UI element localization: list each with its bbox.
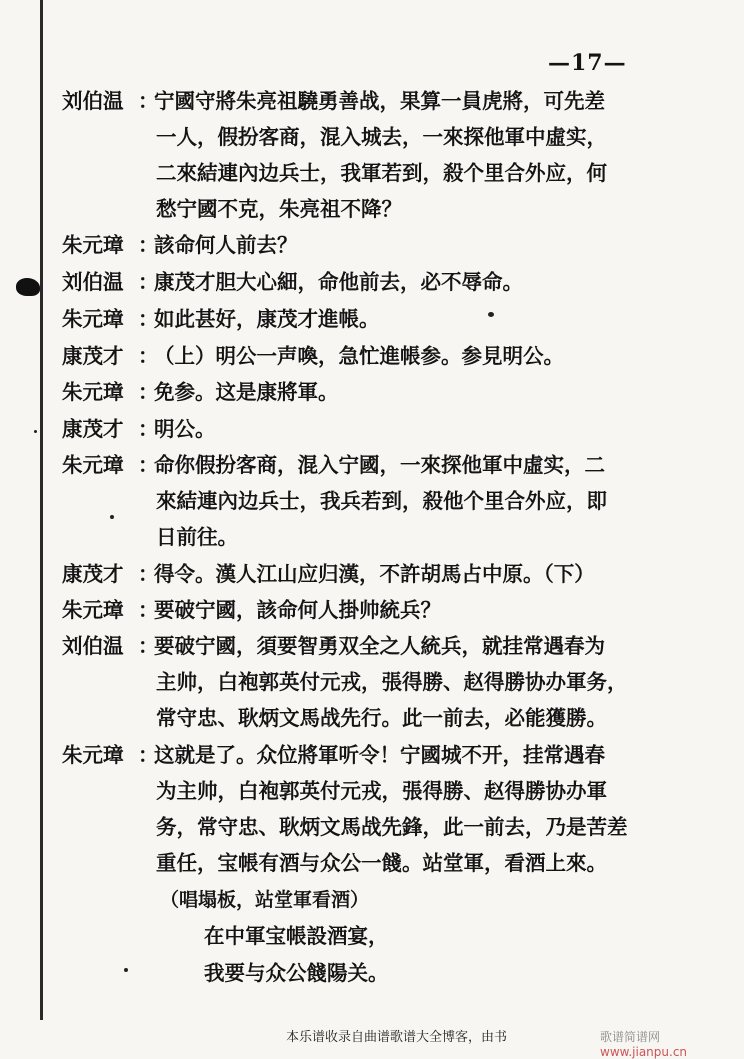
speaker-name: 朱元璋 <box>62 453 124 477</box>
dialogue-line <box>62 447 605 483</box>
dialogue-continuation: 常守忠、耿炳文馬战先行。此一前去，必能獲勝。 <box>156 706 607 730</box>
dialogue-text: 該命何人前去？ <box>154 233 298 257</box>
speaker-colon: ： <box>138 344 159 368</box>
dialogue-continuation: 主帅，白袍郭英付元戎，張得勝、赵得勝协办軍务， <box>156 670 628 694</box>
dialogue-line <box>62 264 523 300</box>
speaker-name: 朱元璋 <box>62 743 124 767</box>
speaker-name: 康茂才 <box>62 417 124 441</box>
dialogue-text: 明公。 <box>154 417 216 441</box>
speaker-colon: ： <box>138 743 159 767</box>
dialogue-line <box>62 83 605 119</box>
dialogue-continuation: 为主帅，白袍郭英付元戎，張得勝、赵得勝协办軍 <box>156 779 607 803</box>
watermark-site: 歌谱简谱网 <box>600 1030 661 1044</box>
speaker-name: 朱元璋 <box>62 598 124 622</box>
dialogue-text: 要破宁國，該命何人掛帅統兵？ <box>154 598 441 622</box>
speaker-name: 康茂才 <box>62 344 124 368</box>
speaker-colon: ： <box>138 233 159 257</box>
dialogue-continuation: 愁宁國不克，朱亮祖不降？ <box>156 197 402 221</box>
speaker-name: 刘伯温 <box>62 270 124 294</box>
dialogue-text: 免参。这是康將軍。 <box>154 380 339 404</box>
dialogue-text: 得令。漢人江山应归漢，不許胡馬占中原。（下） <box>154 562 595 586</box>
dialogue-text: 这就是了。众位將軍听令！宁國城不开，挂常遇春 <box>154 743 605 767</box>
speaker-colon: ： <box>138 634 159 658</box>
dialogue-text: 要破宁國，須要智勇双全之人統兵，就挂常遇春为 <box>154 634 605 658</box>
speaker-colon: ： <box>138 453 159 477</box>
dialogue-continuation: 二來結連內边兵士，我軍若到，殺个里合外应，何 <box>156 161 607 185</box>
watermark <box>600 1028 744 1059</box>
speaker-name: 康茂才 <box>62 562 124 586</box>
speaker-colon: ： <box>138 89 159 113</box>
dialogue-continuation: 重任，宝帳有酒与众公一餞。站堂軍，看酒上來。 <box>156 851 607 875</box>
dialogue-continuation: 一人，假扮客商，混入城去，一來探他軍中虛实， <box>156 125 607 149</box>
dialogue-continuation: 日前往。 <box>156 525 238 549</box>
speaker-colon: ： <box>138 307 159 331</box>
dialogue-line <box>62 411 216 447</box>
dialogue-line <box>62 301 380 337</box>
dialogue-text: 康茂才胆大心細，命他前去，必不辱命。 <box>154 270 523 294</box>
watermark-url: www.jianpu.cn <box>600 1045 688 1059</box>
speaker-colon: ： <box>138 417 159 441</box>
footer-note: 本乐谱收录自曲谱歌谱大全博客，由书 <box>286 1030 508 1045</box>
dialogue-line <box>62 592 441 628</box>
speaker-colon: ： <box>138 562 159 586</box>
dialogue-continuation: 务，常守忠、耿炳文馬战先鋒，此一前去，乃是苦差 <box>156 815 628 839</box>
dialogue-text: （上）明公一声喚，急忙進帳参。参見明公。 <box>154 344 564 368</box>
dialogue-line <box>62 374 339 410</box>
aria-line: 我要与众公餞陽关。 <box>204 961 389 985</box>
dialogue-line <box>62 227 298 263</box>
dialogue-line <box>62 338 564 374</box>
dialogue-line <box>62 628 605 664</box>
dialogue-line <box>62 556 595 592</box>
speaker-colon: ： <box>138 598 159 622</box>
dialogue-text: 如此甚好，康茂才進帳。 <box>154 307 380 331</box>
dialogue-text: 命你假扮客商，混入宁國，一來探他軍中虛实，二 <box>154 453 605 477</box>
aria-line: 在中軍宝帳設酒宴， <box>204 924 389 948</box>
speaker-name: 朱元璋 <box>62 380 124 404</box>
speaker-name: 刘伯温 <box>62 89 124 113</box>
stage-direction: （唱塌板，站堂軍看酒） <box>160 889 370 911</box>
speaker-name: 朱元璋 <box>62 307 124 331</box>
page-number: —17— <box>548 50 627 76</box>
speaker-colon: ： <box>138 380 159 404</box>
dialogue-text: 宁國守將朱亮祖驍勇善战，果算一員虎將，可先差 <box>154 89 605 113</box>
dialogue-continuation: 來結連內边兵士，我兵若到，殺他个里合外应，即 <box>156 489 607 513</box>
speaker-name: 朱元璋 <box>62 233 124 257</box>
dialogue-line <box>62 737 605 773</box>
speaker-name: 刘伯温 <box>62 634 124 658</box>
speaker-colon: ： <box>138 270 159 294</box>
